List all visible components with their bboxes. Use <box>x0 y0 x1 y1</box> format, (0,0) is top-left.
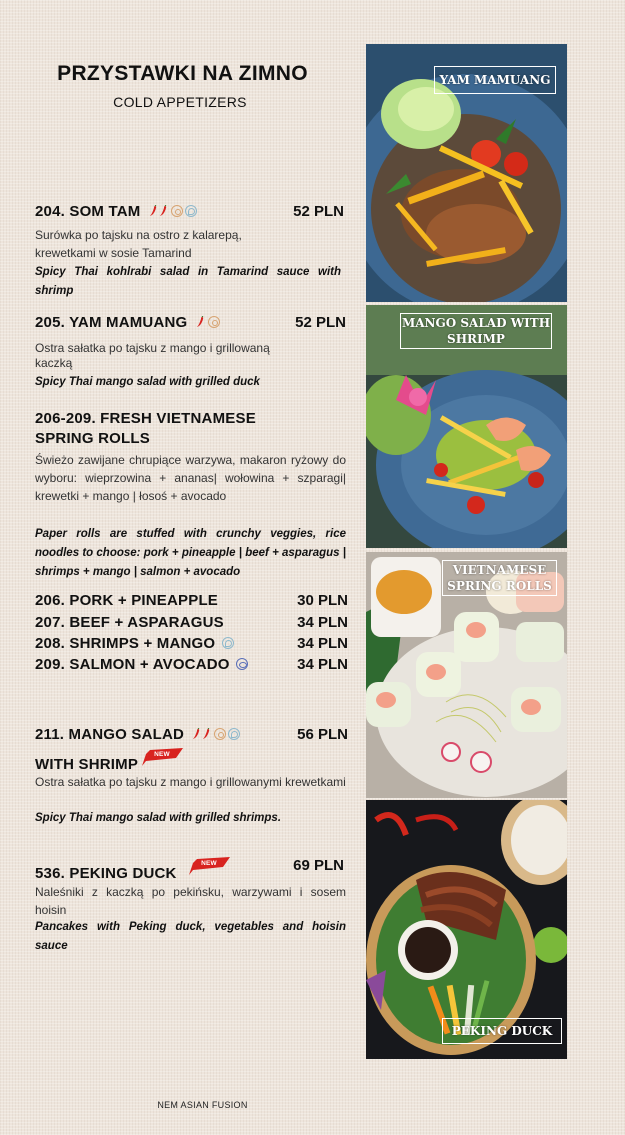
photo-label: VIETNAMESE SPRING ROLLS <box>442 560 557 596</box>
photo-spring-rolls <box>366 552 567 798</box>
dish-name-mango-salad-line2: WITH SHRIMP <box>35 748 184 773</box>
dish-description-pl: Ostra sałatka po tajsku z mango i grillowaną kaczką <box>35 341 270 370</box>
dish-name-spring-rolls-line2: SPRING ROLLS <box>35 430 150 447</box>
variant-name: 207. BEEF + ASPARAGUS <box>35 614 224 631</box>
chili-icon <box>192 728 201 740</box>
dish-description-pl: Ostra sałatka po tajsku z mango i grillowanymi krewetkami <box>35 775 346 789</box>
photo-label: MANGO SALAD WITH SHRIMP <box>400 313 552 349</box>
dish-price: 52 PLN <box>295 314 346 331</box>
dish-description-pl: Surówka po tajsku na ostro z kalarepą, krewetkami w sosie Tamarind <box>35 228 242 260</box>
shrimp-icon <box>222 637 234 649</box>
fish-icon <box>236 658 248 670</box>
page-subtitle: COLD APPETIZERS <box>113 94 247 110</box>
dish-name-yam-mamuang: 205. YAM MAMUANG <box>35 314 220 331</box>
photo-peking-duck <box>366 800 567 1059</box>
dish-price: 56 PLN <box>297 726 348 743</box>
dish-name-som-tam: 204. SOM TAM <box>35 203 197 220</box>
nut-icon <box>171 205 183 217</box>
photo-label: YAM MAMUANG <box>434 66 556 94</box>
photo-yam-mamuang <box>366 44 567 302</box>
photo-label: PEKING DUCK <box>442 1018 562 1044</box>
dish-description-pl: Naleśniki z kaczką po pekińsku, warzywami i sosem hoisin <box>35 885 346 917</box>
variant-name-shrimps: 208. SHRIMPS + MANGO <box>35 635 234 652</box>
shrimp-icon <box>228 728 240 740</box>
dish-description-en: Spicy Thai kohlrabi salad in Tamarind sauce with shrimp <box>35 266 341 297</box>
shrimp-icon <box>185 205 197 217</box>
chili-icon <box>202 728 211 740</box>
dish-name-mango-salad: 211. MANGO SALAD <box>35 726 240 743</box>
photo-mango-salad <box>366 305 567 548</box>
variant-name-salmon: 209. SALMON + AVOCADO <box>35 656 248 673</box>
dish-description-en: Spicy Thai mango salad with grilled shrimps. <box>35 812 282 824</box>
dish-price: 69 PLN <box>293 857 344 874</box>
new-badge <box>189 857 231 875</box>
dish-description-en: Paper rolls are stuffed with crunchy veggies, rice noodles to choose: pork + pineapple | beef + asparagus | shrimps + mango | salmon + avocado <box>35 528 346 578</box>
chili-icon <box>196 316 205 328</box>
variant-price: 34 PLN <box>297 635 348 652</box>
chili-icon <box>149 205 158 217</box>
variant-price: 34 PLN <box>297 656 348 673</box>
variant-price: 30 PLN <box>297 592 348 609</box>
svg-text:NEW: NEW <box>201 860 217 867</box>
footer-brand: NEM ASIAN FUSION <box>157 1100 248 1110</box>
dish-description-en: Pancakes with Peking duck, vegetables and hoisin sauce <box>35 921 346 952</box>
dish-price: 52 PLN <box>293 203 344 220</box>
dish-description-en: Spicy Thai mango salad with grilled duck <box>35 376 260 388</box>
dish-name-peking-duck: 536. PEKING DUCK NEW <box>35 857 231 882</box>
dish-name-spring-rolls: 206-209. FRESH VIETNAMESE <box>35 410 256 427</box>
chili-icon <box>159 205 168 217</box>
nut-icon <box>214 728 226 740</box>
page-title: PRZYSTAWKI NA ZIMNO <box>57 62 308 85</box>
nut-icon <box>208 316 220 328</box>
dish-description-pl: Świeżo zawijane chrupiące warzywa, makaron ryżowy do wyboru: wieprzowina + ananas| wołowina + szparagi| krewetki + mango | łosoś + avocado <box>35 453 346 503</box>
variant-price: 34 PLN <box>297 614 348 631</box>
variant-name: 206. PORK + PINEAPPLE <box>35 592 219 609</box>
new-badge <box>142 748 184 766</box>
